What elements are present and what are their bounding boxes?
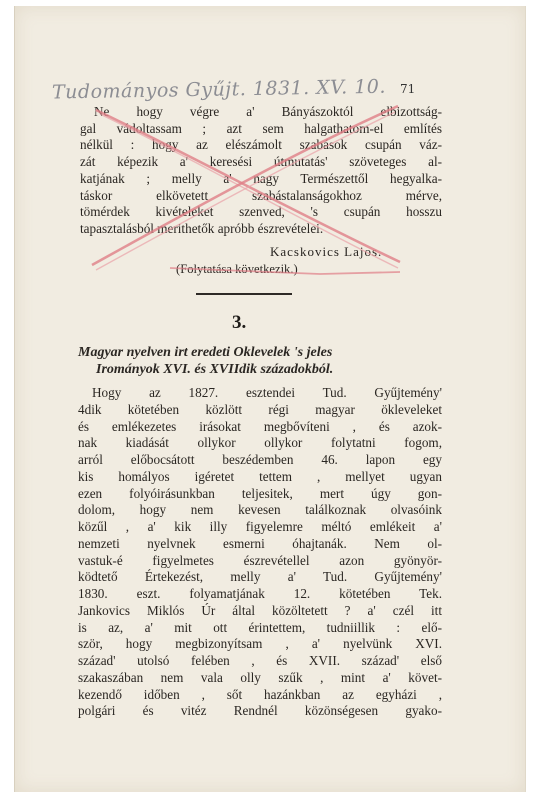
paragraph-1 [80, 104, 442, 238]
paragraph-line: táskor elkövetett szabástalanságokhoz mérve, [80, 187, 442, 203]
body-line: közűl , a' kik illy figyelemre méltó emlékeit a' [78, 519, 442, 534]
body-line: ködtető Értekezést, melly a' Tud. Gyűjtemény' [78, 569, 442, 585]
paragraph-line: gal vádoltassam ; azt sem halgathatom-el említés [80, 120, 442, 136]
author-signature: Kacskovics Lajos. [270, 244, 383, 259]
body-line: vastuk-é figyelmetes észrevétellel azon gyönyör- [78, 552, 442, 568]
paragraph-line: tapasztalásból merithetők apróbb észrevételei. [80, 220, 324, 236]
body-line: is az, a' mit ott érintettem, tudniillik : elő- [78, 619, 442, 635]
section-divider [196, 293, 292, 295]
body-line: arról előbocsátott beszédemben 46. lapon egy [78, 452, 442, 467]
body-line: kezendő időben , sőt hazánkban az egyházi , [78, 686, 442, 702]
title-line: Irományok XVI. és XVIIdik századokból. [96, 361, 334, 377]
section-title [78, 345, 440, 378]
paragraph-line: zát képezik a' keresési útmutatás' szöveteges al- [80, 154, 442, 170]
continuation-note: (Folytatása következik.) [176, 262, 298, 276]
body-line: kis homályos igéretet tettem , mellyet ugyan [78, 468, 442, 484]
body-line: polgári és vitéz Rendnél közönségesen gyako- [78, 703, 442, 719]
page-number: 71 [400, 82, 416, 96]
body-line: szakaszában nem vala olly szűk , mint a' követ- [78, 669, 442, 685]
paragraph-line: Ne hogy végre a' Bányászoktól elbizottság- [94, 104, 442, 119]
body-line: nemzeti nyelvnek esmerni óhajtanák. Nem ol- [78, 535, 442, 551]
handwritten-note: Tudományos Gyűjt. 1831. XV. 10. [51, 75, 387, 104]
body-line: Hogy az 1827. esztendei Tud. Gyűjtemény' [92, 385, 442, 400]
paragraph-line: tömérdek kivételeket szenved, 's csupán hosszu [80, 204, 442, 220]
paragraph-line: katjának ; melly a' nagy Természettől hegyalka- [80, 170, 442, 186]
body-line: ször, hogy megbizonyítsam , a' nyelvünk XVI. [78, 636, 442, 652]
paragraph-line: nélkül : hogy az elészámolt szabások csupán váz- [80, 137, 442, 153]
body-line: Jankovics Miklós Úr által közöltetett ? a' czél itt [78, 602, 442, 618]
body-line: 1830. eszt. folyamatjának 12. kötetében Tek. [78, 586, 442, 601]
body-line: 4dik kötetében közlött régi magyar ökleveleket [78, 401, 442, 417]
body-line: dolom, hogy nem kevesen találkoznak olvasóink [78, 502, 442, 518]
body-line: ezen folyóirásunkban teljesitek, mert úgy gon- [78, 485, 442, 501]
body-line: század' utolsó felében , és XVII. század' első [78, 653, 442, 668]
body-line: nak kiadását ollykor ollykor folytatni fogom, [78, 435, 442, 451]
body-text [78, 385, 442, 720]
body-line: és emlékezetes irásokat megbővíteni , és azok- [78, 418, 442, 434]
title-line: Magyar nyelven irt eredeti Oklevelek 's jeles [78, 345, 333, 360]
section-number: 3. [232, 312, 247, 333]
